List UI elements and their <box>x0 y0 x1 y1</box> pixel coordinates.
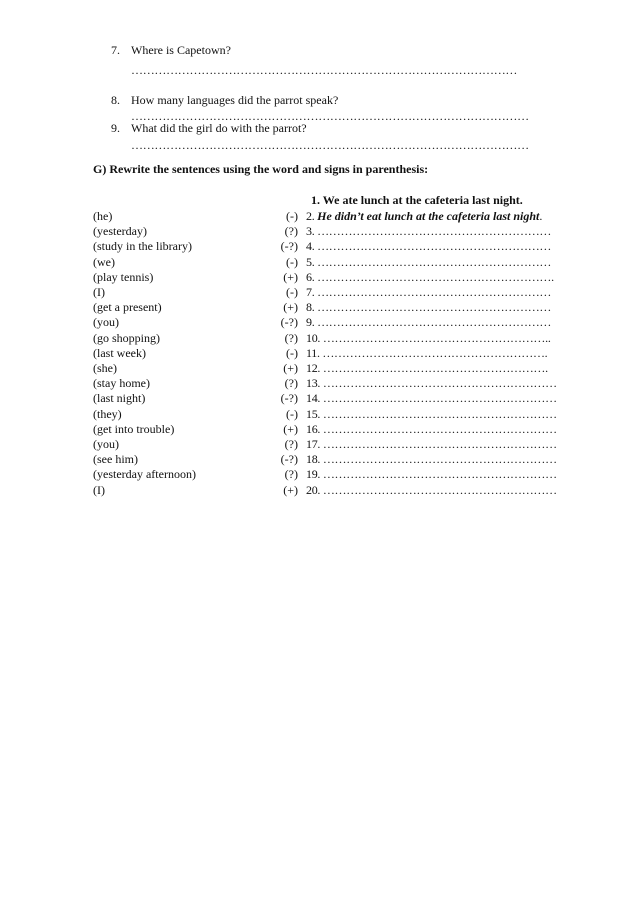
answer-dots: …………………………………………………… <box>322 482 557 497</box>
answer-number: 2. <box>306 209 315 223</box>
cue-word: (last night) <box>93 391 146 406</box>
question-number: 8. <box>111 93 120 107</box>
sign-marker: (-) <box>286 406 298 421</box>
answer-line <box>306 407 557 422</box>
answer-line <box>306 483 557 498</box>
cue-word: (play tennis) <box>93 269 154 284</box>
sign-marker: (+) <box>283 482 298 497</box>
exercise-row <box>0 452 638 467</box>
sign-marker: (-?) <box>280 452 298 467</box>
answer-line <box>306 300 551 315</box>
exercise-row <box>0 331 638 346</box>
cue-word: (they) <box>93 406 122 421</box>
exercise-row <box>0 209 638 224</box>
sign-marker: (-) <box>286 209 298 223</box>
answer-dots: …………………………………………………… <box>322 391 557 406</box>
answer-dots: …………………………………………………… <box>322 437 557 451</box>
cue-word: (yesterday afternoon) <box>93 467 196 482</box>
sign-marker: (-) <box>286 254 298 269</box>
cue-word: (I) <box>93 482 105 497</box>
answer-number: 9. <box>306 315 315 330</box>
answer-number: 5. <box>306 254 315 269</box>
answer-dots: …………………………………………………… <box>322 421 557 436</box>
answer-line: ………………………………………………………………………………………… <box>131 138 529 152</box>
cue-word: (yesterday) <box>93 224 147 239</box>
answer-dots: …………………………………………………… <box>317 300 552 315</box>
cue-word: (she) <box>93 361 117 375</box>
sign-marker: (+) <box>283 361 298 375</box>
question-9 <box>111 121 307 135</box>
exercise-row <box>0 285 638 300</box>
cue-word: (last week) <box>93 345 146 360</box>
answer-line <box>306 224 551 239</box>
answer-dots: …………………………………………………… <box>322 452 557 467</box>
exercise-row <box>0 422 638 437</box>
answer-dots: …………………………………………………… <box>322 406 557 421</box>
question-text: How many languages did the parrot speak? <box>131 93 339 107</box>
sign-marker: (-) <box>286 345 298 360</box>
answer-number: 13. <box>306 376 321 391</box>
answer-dots: …………………………………………………… <box>317 239 552 254</box>
sign-marker: (?) <box>284 330 298 345</box>
sign-marker: (-?) <box>280 239 298 254</box>
question-number: 9. <box>111 121 120 135</box>
answer-line <box>306 422 557 437</box>
answer-line: ………………………………………………………………………………………… <box>131 109 529 123</box>
sign-marker: (+) <box>283 269 298 284</box>
question-text: What did the girl do with the parrot? <box>131 121 307 135</box>
cue-word: (you) <box>93 437 119 451</box>
sign-marker: (?) <box>284 437 298 451</box>
exercise-row <box>0 255 638 270</box>
answer-number: 7. <box>306 285 315 299</box>
answer-number: 4. <box>306 239 315 254</box>
sign-marker: (?) <box>284 467 298 482</box>
answer-number: 14. <box>306 391 321 406</box>
question-number: 7. <box>111 43 120 57</box>
answer-dots: …………………………………………………… <box>317 315 552 330</box>
cue-word: (get into trouble) <box>93 421 175 436</box>
cue-word: (get a present) <box>93 300 162 315</box>
answer-dots: …………………………………………………. <box>322 345 548 360</box>
cue-word: (see him) <box>93 452 138 467</box>
exercise-row <box>0 483 638 498</box>
answer-number: 18. <box>306 452 321 467</box>
cue-word: (stay home) <box>93 376 150 391</box>
answer-line <box>306 255 551 270</box>
answer-number: 12. <box>306 361 321 375</box>
sign-marker: (+) <box>283 300 298 315</box>
answer-line <box>306 239 551 254</box>
answer-number: 3. <box>306 224 315 239</box>
cue-word: (you) <box>93 315 119 330</box>
answer-number: 11. <box>306 345 320 360</box>
exercise-row <box>0 437 638 452</box>
answer-line: ……………………………………………………………………………………… <box>131 63 518 77</box>
answer-line <box>306 209 542 224</box>
exercise-row <box>0 270 638 285</box>
question-7 <box>111 43 231 57</box>
answer-number: 6. <box>306 269 315 284</box>
sign-marker: (-) <box>286 285 298 299</box>
sign-marker: (-?) <box>280 315 298 330</box>
cue-word: (study in the library) <box>93 239 192 254</box>
cue-word: (go shopping) <box>93 330 160 345</box>
answer-number: 10. <box>306 330 321 345</box>
answer-line <box>306 361 548 376</box>
answer-dots: …………………………………………………… <box>317 224 552 239</box>
answer-line <box>306 270 554 285</box>
answer-number: 15. <box>306 406 321 421</box>
answer-dots: ……………………………………………………. <box>317 269 554 284</box>
model-answer: He didn’t eat lunch at the cafeteria last night <box>317 209 540 223</box>
answer-line <box>306 285 551 300</box>
section-g-heading: G) Rewrite the sentences using the word and signs in parenthesis: <box>93 162 429 176</box>
answer-line <box>306 467 557 482</box>
cue-word: (I) <box>93 285 105 299</box>
answer-line <box>306 437 557 452</box>
question-8 <box>111 93 338 107</box>
answer-dots: . <box>539 209 543 223</box>
answer-line <box>306 331 551 346</box>
exercise-row <box>0 300 638 315</box>
answer-dots: ………………………………………………….. <box>322 330 551 345</box>
cue-word: (we) <box>93 254 115 269</box>
answer-line <box>306 346 547 361</box>
sign-marker: (?) <box>284 376 298 391</box>
answer-dots: …………………………………………………. <box>322 361 548 375</box>
sign-marker: (-?) <box>280 391 298 406</box>
exercise-row <box>0 467 638 482</box>
cue-word: (he) <box>93 209 113 223</box>
answer-dots: …………………………………………………… <box>317 285 552 299</box>
answer-line <box>306 452 557 467</box>
answer-number: 20. <box>306 482 321 497</box>
exercise-row <box>0 346 638 361</box>
exercise-row <box>0 407 638 422</box>
answer-number: 8. <box>306 300 315 315</box>
exercise-row <box>0 315 638 330</box>
exercise-row <box>0 376 638 391</box>
answer-number: 17. <box>306 437 321 451</box>
answer-line <box>306 315 551 330</box>
exercise-row <box>0 391 638 406</box>
answer-number: 16. <box>306 421 321 436</box>
example-sentence: 1. We ate lunch at the cafeteria last night. <box>311 193 523 207</box>
answer-dots: …………………………………………………… <box>317 254 552 269</box>
exercise-row <box>0 224 638 239</box>
answer-number: 19. <box>306 467 321 482</box>
question-text: Where is Capetown? <box>131 43 231 57</box>
exercise-row <box>0 361 638 376</box>
sign-marker: (+) <box>283 421 298 436</box>
answer-dots: …………………………………………………… <box>322 467 557 482</box>
answer-dots: …………………………………………………… <box>322 376 557 391</box>
sign-marker: (?) <box>284 224 298 239</box>
answer-line <box>306 376 557 391</box>
answer-line <box>306 391 557 406</box>
exercise-row <box>0 239 638 254</box>
